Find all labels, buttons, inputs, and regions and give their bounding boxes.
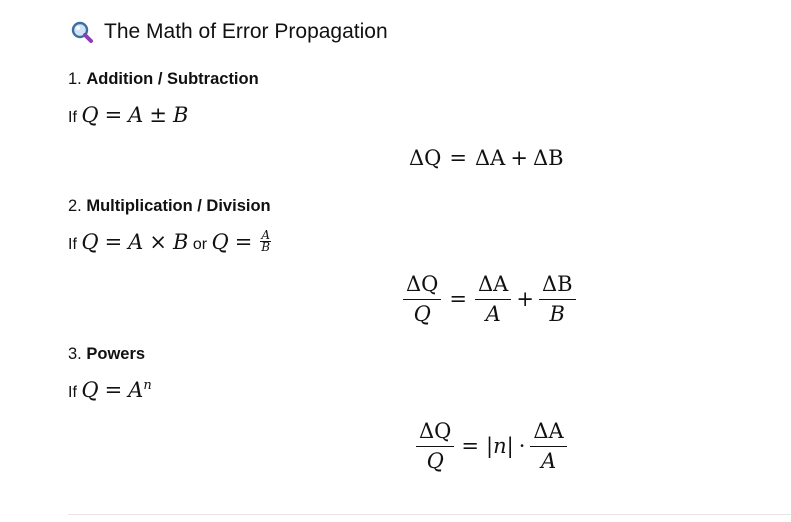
or-label: or — [192, 236, 208, 253]
section-heading-powers — [68, 345, 145, 364]
fraction-term: $\frac{\Delta B}{B}$ — [539, 271, 576, 326]
section-title: Addition / Subtraction — [86, 70, 259, 88]
formula-abs-n: |n| — [486, 433, 514, 458]
formula-equals: = — [449, 286, 467, 311]
if-label: If — [68, 384, 77, 401]
formula-lhs: ΔQ — [409, 146, 442, 170]
section-number: 1. — [68, 70, 82, 88]
formula-dot: · — [518, 433, 526, 458]
fraction-lhs: $\frac{\Delta Q}{Q}$ — [403, 271, 441, 326]
condition-math: Q = A × B — [81, 230, 189, 254]
magnifying-glass-icon — [70, 20, 94, 44]
page-title: The Math of Error Propagation — [104, 20, 388, 43]
fraction-lhs: $\frac{\Delta Q}{Q}$ — [416, 418, 454, 473]
divider — [68, 514, 791, 515]
section-heading-multiplication — [68, 197, 271, 216]
formula-plus: + — [510, 146, 528, 170]
condition-addition — [68, 103, 188, 127]
section-number: 2. — [68, 197, 82, 215]
condition-math: $Q = A^n$ — [81, 378, 152, 402]
formula-plus: + — [516, 286, 534, 311]
section-title: Powers — [86, 345, 146, 363]
fraction-term: $\frac{\Delta A}{A}$ — [475, 271, 511, 326]
condition-powers — [68, 378, 152, 402]
formula-term: ΔA — [475, 146, 506, 170]
condition-multiplication — [68, 230, 271, 255]
formula-equals: = — [461, 433, 479, 458]
section-heading-addition — [68, 70, 259, 89]
formula-powers — [416, 418, 567, 473]
formula-equals: = — [449, 146, 467, 170]
if-label: If — [68, 236, 77, 253]
section-title: Multiplication / Division — [86, 197, 271, 215]
formula-addition — [409, 146, 564, 170]
if-label: If — [68, 109, 77, 126]
section-number: 3. — [68, 345, 82, 363]
formula-term: ΔB — [532, 146, 564, 170]
formula-multiplication — [403, 271, 576, 326]
condition-math-fraction: Q = $\frac{A}{B}$ — [211, 228, 271, 254]
fraction-term: $\frac{\Delta A}{A}$ — [530, 418, 566, 473]
condition-math: Q = A ± B — [81, 103, 189, 127]
page-title-row — [70, 17, 388, 47]
